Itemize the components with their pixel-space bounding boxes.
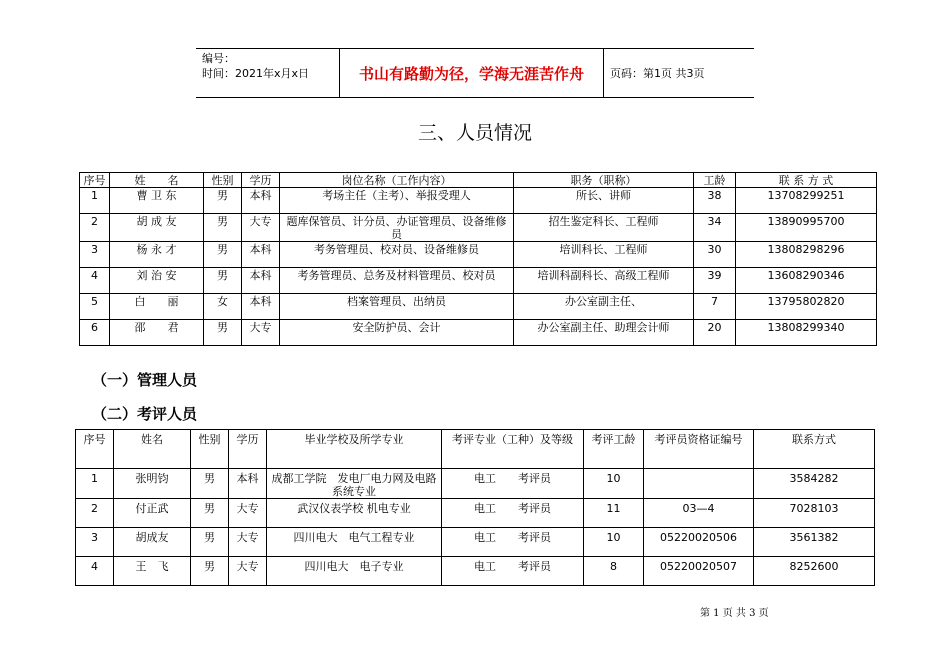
- table-cell: 1: [76, 469, 114, 499]
- table-cell: 安全防护员、会计: [280, 320, 514, 346]
- table-cell: 7028103: [754, 499, 875, 528]
- column-header: 序号: [76, 430, 114, 469]
- table-cell: 本科: [229, 469, 267, 499]
- table-cell: 本科: [242, 268, 280, 294]
- document-date: 时间：2021年x月x日: [202, 67, 310, 80]
- table-cell: 培训科长、工程师: [514, 242, 694, 268]
- table-cell: 30: [694, 242, 736, 268]
- examiner-table: [75, 429, 875, 586]
- examiner-table-header: [76, 430, 875, 469]
- table-cell: 13808298296: [736, 242, 877, 268]
- table-cell: 白 丽: [110, 294, 204, 320]
- table-cell: 所长、讲师: [514, 188, 694, 214]
- table-cell: 6: [80, 320, 110, 346]
- table-cell: 男: [204, 268, 242, 294]
- table-cell: 男: [191, 469, 229, 499]
- table-cell: 女: [204, 294, 242, 320]
- table-cell: 电工 考评员: [442, 499, 584, 528]
- table-cell: 3: [76, 528, 114, 557]
- column-header: 学历: [242, 173, 280, 188]
- table-cell: 大专: [242, 214, 280, 242]
- column-header: 工龄: [694, 173, 736, 188]
- table-cell: 4: [76, 557, 114, 586]
- table-cell: 13808299340: [736, 320, 877, 346]
- column-header: 岗位名称（工作内容）: [280, 173, 514, 188]
- table-cell: 2: [76, 499, 114, 528]
- column-header: 联系方式: [754, 430, 875, 469]
- table-cell: 20: [694, 320, 736, 346]
- table-cell: 5: [80, 294, 110, 320]
- table-cell: 刘 治 安: [110, 268, 204, 294]
- table-cell: 13795802820: [736, 294, 877, 320]
- column-header: 性别: [191, 430, 229, 469]
- table-cell: 招生鉴定科长、工程师: [514, 214, 694, 242]
- table-row: [80, 242, 877, 268]
- table-cell: 3: [80, 242, 110, 268]
- table-row: [80, 214, 877, 242]
- table-cell: 男: [191, 528, 229, 557]
- staff-table: [79, 172, 877, 346]
- table-cell: 05220020506: [644, 528, 754, 557]
- table-cell: 邵 君: [110, 320, 204, 346]
- table-cell: 考务管理员、总务及材料管理员、校对员: [280, 268, 514, 294]
- table-row: [80, 320, 877, 346]
- table-cell: 办公室副主任、助理会计师: [514, 320, 694, 346]
- table-cell: 8: [584, 557, 644, 586]
- table-cell: 电工 考评员: [442, 469, 584, 499]
- column-header: 姓 名: [110, 173, 204, 188]
- table-cell: 男: [191, 499, 229, 528]
- page-title: 三、人员情况: [417, 122, 532, 144]
- table-cell: 7: [694, 294, 736, 320]
- column-header: 毕业学校及所学专业: [267, 430, 442, 469]
- table-cell: 王 飞: [114, 557, 191, 586]
- table-cell: 办公室副主任、: [514, 294, 694, 320]
- column-header: 性别: [204, 173, 242, 188]
- table-row: [80, 188, 877, 214]
- column-header: 考评员资格证编号: [644, 430, 754, 469]
- table-cell: 四川电大 电气工程专业: [267, 528, 442, 557]
- column-header: 联 系 方 式: [736, 173, 877, 188]
- column-header: 考评专业（工种）及等级: [442, 430, 584, 469]
- staff-table-header: [80, 173, 877, 188]
- table-cell: 男: [191, 557, 229, 586]
- header-motto: 书山有路勤为径，学海无涯苦作舟: [339, 49, 604, 97]
- table-cell: 11: [584, 499, 644, 528]
- table-cell: 本科: [242, 242, 280, 268]
- table-cell: [644, 469, 754, 499]
- page-footer: 第 1 页 共 3 页: [700, 608, 769, 619]
- table-cell: 4: [80, 268, 110, 294]
- table-cell: 男: [204, 242, 242, 268]
- table-row: [76, 528, 875, 557]
- table-row: [80, 268, 877, 294]
- table-cell: 3561382: [754, 528, 875, 557]
- table-row: [76, 557, 875, 586]
- table-cell: 39: [694, 268, 736, 294]
- document-number-label: 编号：: [202, 52, 235, 65]
- table-cell: 电工 考评员: [442, 528, 584, 557]
- table-cell: 10: [584, 528, 644, 557]
- page-header: [196, 48, 754, 98]
- table-cell: 考务管理员、校对员、设备维修员: [280, 242, 514, 268]
- table-cell: 本科: [242, 294, 280, 320]
- table-row: [76, 469, 875, 499]
- table-cell: 付正武: [114, 499, 191, 528]
- table-cell: 大专: [229, 499, 267, 528]
- table-cell: 男: [204, 188, 242, 214]
- column-header: 职务（职称）: [514, 173, 694, 188]
- table-cell: 13608290346: [736, 268, 877, 294]
- column-header: 姓名: [114, 430, 191, 469]
- table-cell: 大专: [229, 557, 267, 586]
- table-cell: 05220020507: [644, 557, 754, 586]
- table-cell: 38: [694, 188, 736, 214]
- section-heading-examiners: （二）考评人员: [92, 405, 198, 423]
- table-cell: 34: [694, 214, 736, 242]
- table-cell: 本科: [242, 188, 280, 214]
- table-cell: 2: [80, 214, 110, 242]
- table-cell: 3584282: [754, 469, 875, 499]
- table-cell: 13708299251: [736, 188, 877, 214]
- table-cell: 1: [80, 188, 110, 214]
- table-cell: 杨 永 才: [110, 242, 204, 268]
- table-cell: 大专: [229, 528, 267, 557]
- table-cell: 成都工学院 发电厂电力网及电路系统专业: [267, 469, 442, 499]
- table-cell: 胡成友: [114, 528, 191, 557]
- table-row: [80, 294, 877, 320]
- table-cell: 考场主任（主考）、举报受理人: [280, 188, 514, 214]
- table-cell: 胡 成 友: [110, 214, 204, 242]
- table-cell: 档案管理员、出纳员: [280, 294, 514, 320]
- column-header: 考评工龄: [584, 430, 644, 469]
- column-header: 序号: [80, 173, 110, 188]
- table-cell: 男: [204, 320, 242, 346]
- table-cell: 03—4: [644, 499, 754, 528]
- table-cell: 四川电大 电子专业: [267, 557, 442, 586]
- table-cell: 曹 卫 东: [110, 188, 204, 214]
- table-row: [76, 499, 875, 528]
- header-page-number: 页码：第1页 共3页: [610, 67, 705, 80]
- column-header: 学历: [229, 430, 267, 469]
- section-heading-management: （一）管理人员: [92, 371, 198, 389]
- table-cell: 培训科副科长、高级工程师: [514, 268, 694, 294]
- table-cell: 电工 考评员: [442, 557, 584, 586]
- header-meta: [196, 49, 339, 97]
- table-cell: 男: [204, 214, 242, 242]
- table-cell: 题库保管员、计分员、办证管理员、设备维修员: [280, 214, 514, 242]
- table-cell: 10: [584, 469, 644, 499]
- table-cell: 武汉仪表学校 机电专业: [267, 499, 442, 528]
- table-cell: 大专: [242, 320, 280, 346]
- table-cell: 8252600: [754, 557, 875, 586]
- table-cell: 张明钧: [114, 469, 191, 499]
- table-cell: 13890995700: [736, 214, 877, 242]
